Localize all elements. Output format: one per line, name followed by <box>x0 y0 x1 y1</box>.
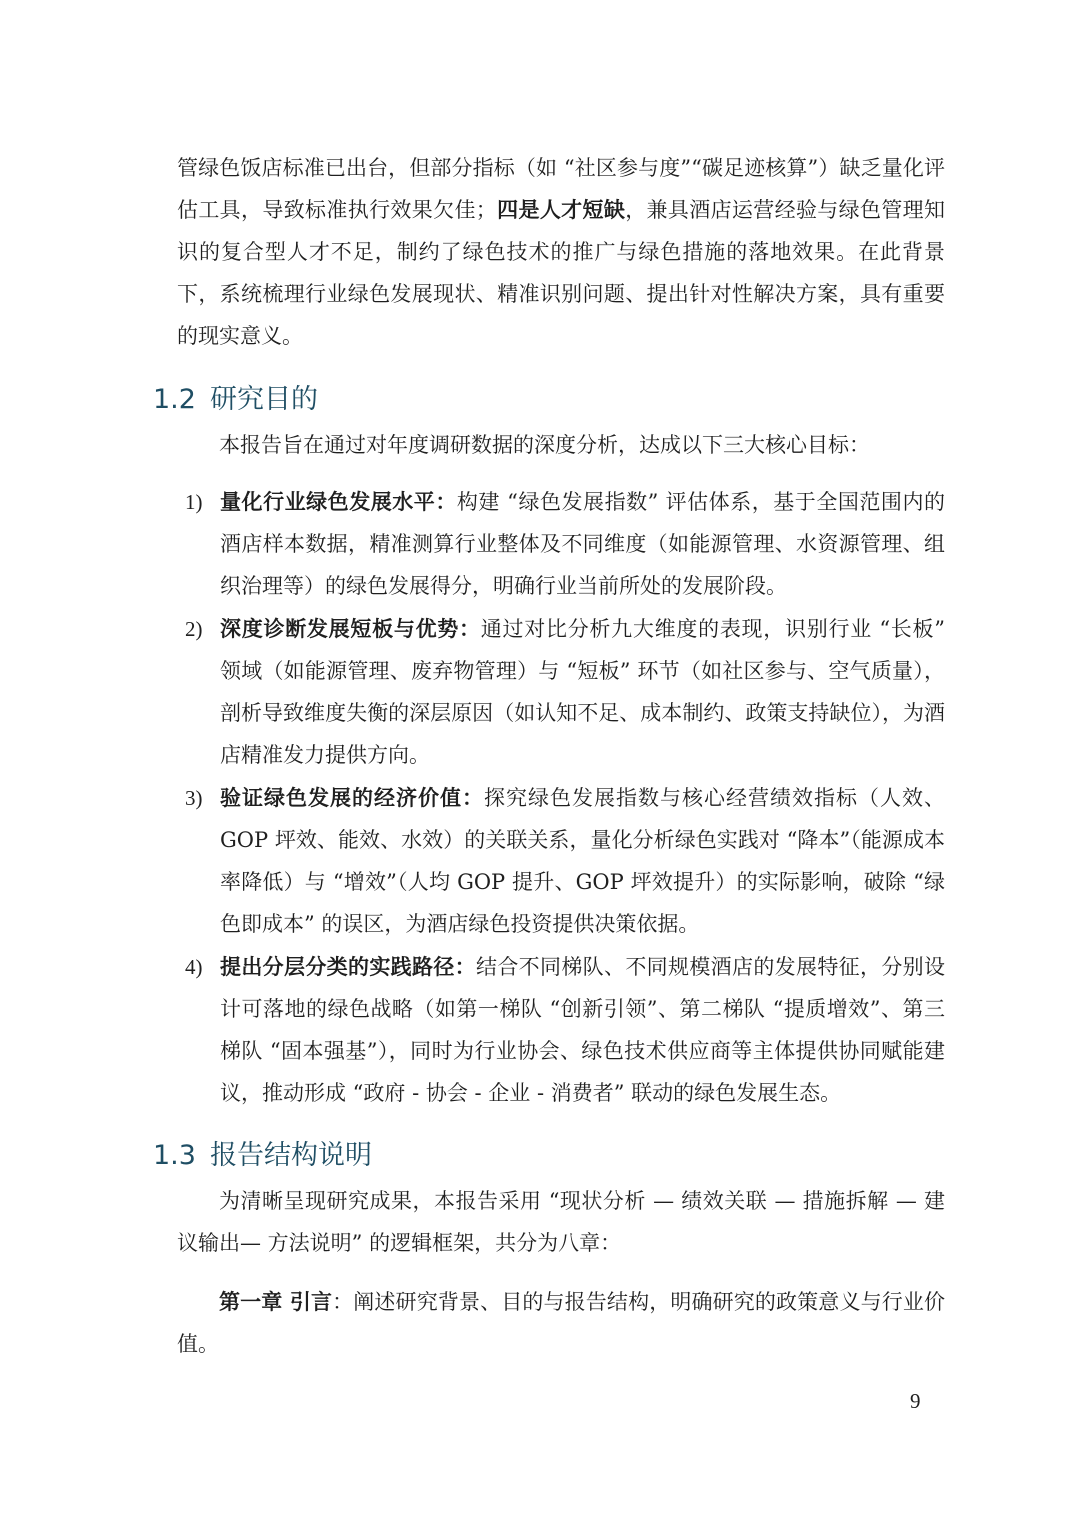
section-heading-1-3 <box>153 1136 372 1176</box>
item-title: 提出分层分类的实践路径： <box>220 954 476 979</box>
list-marker: 1) <box>185 490 203 514</box>
section-title: 报告结构说明 <box>209 1140 372 1171</box>
intro-paragraph <box>177 147 945 357</box>
section-1-3-lead <box>177 1180 945 1264</box>
list-item <box>177 481 945 607</box>
item-title: 量化行业绿色发展水平： <box>220 489 457 514</box>
intro-text-b: ，兼具酒店运营经验与绿色管理知识的复合型人才不足，制约了绿色技术的推广与绿色措施的落地效果。在此背景下，系统梳理行业绿色发展现状、精准识别问题、提出针对性解决方案，具有重要的现实意义。 <box>177 198 946 348</box>
list-marker: 3) <box>185 786 203 810</box>
chapter-1-paragraph <box>177 1281 945 1365</box>
item-title: 验证绿色发展的经济价值： <box>220 785 484 810</box>
list-item <box>177 608 945 776</box>
lead-text: 为清晰呈现研究成果，本报告采用 “现状分析 — 绩效关联 — 措施拆解 — 建议输出— 方法说明” 的逻辑框架，共分为八章： <box>177 1189 945 1255</box>
lead-text: 本报告旨在通过对年度调研数据的深度分析，达成以下三大核心目标： <box>219 433 870 457</box>
item-text: 探究绿色发展指数与核心经营绩效指标（人效、GOP 坪效、能效、水效）的关联关系，量化分析绿色实践对 “降本”（能源成本率降低）与 “增效”（人均 GOP 提升、GOP 坪效提升）的实际影响，破除 “绿色即成本” 的误区，为酒店绿色投资提供决策依据。 <box>220 786 945 936</box>
section-1-2-lead <box>177 424 945 466</box>
list-marker: 4) <box>185 955 203 979</box>
intro-bold-phrase: 四是人才短缺 <box>496 197 626 222</box>
section-heading-1-2 <box>153 380 318 420</box>
list-item <box>177 777 945 945</box>
item-text: 构建 “绿色发展指数” 评估体系，基于全国范围内的酒店样本数据，精准测算行业整体及不同维度（如能源管理、水资源管理、组织治理等）的绿色发展得分，明确行业当前所处的发展阶段。 <box>220 490 946 598</box>
chapter-title: 第一章 引言 <box>219 1289 333 1314</box>
chapter-text: ：阐述研究背景、目的与报告结构，明确研究的政策意义与行业价值。 <box>177 1290 945 1356</box>
intro-text-a: 管绿色饭店标准已出台，但部分指标（如 “社区参与度”“碳足迹核算”）缺乏量化评估工具，导致标准执行效果欠佳； <box>177 156 945 222</box>
list-marker: 2) <box>185 617 203 641</box>
page-number: 9 <box>910 1389 921 1413</box>
item-text: 结合不同梯队、不同规模酒店的发展特征，分别设计可落地的绿色战略（如第一梯队 “创新引领”、第二梯队 “提质增效”、第三梯队 “固本强基”），同时为行业协会、绿色技术供应商等主体提供协同赋能建议，推动形成 “政府 - 协会 - 企业 - 消费者” 联动的绿色发展生态。 <box>220 955 945 1105</box>
item-title: 深度诊断发展短板与优势： <box>220 616 481 641</box>
item-text: 通过对比分析九大维度的表现，识别行业 “长板” 领域（如能源管理、废弃物管理）与 “短板” 环节（如社区参与、空气质量），剖析导致维度失衡的深层原因（如认知不足、成本制约、政策支持缺位），为酒店精准发力提供方向。 <box>220 617 946 767</box>
section-number: 1.3 <box>153 1140 196 1171</box>
section-number: 1.2 <box>153 384 196 415</box>
list-item <box>177 946 945 1114</box>
section-title: 研究目的 <box>209 384 318 415</box>
